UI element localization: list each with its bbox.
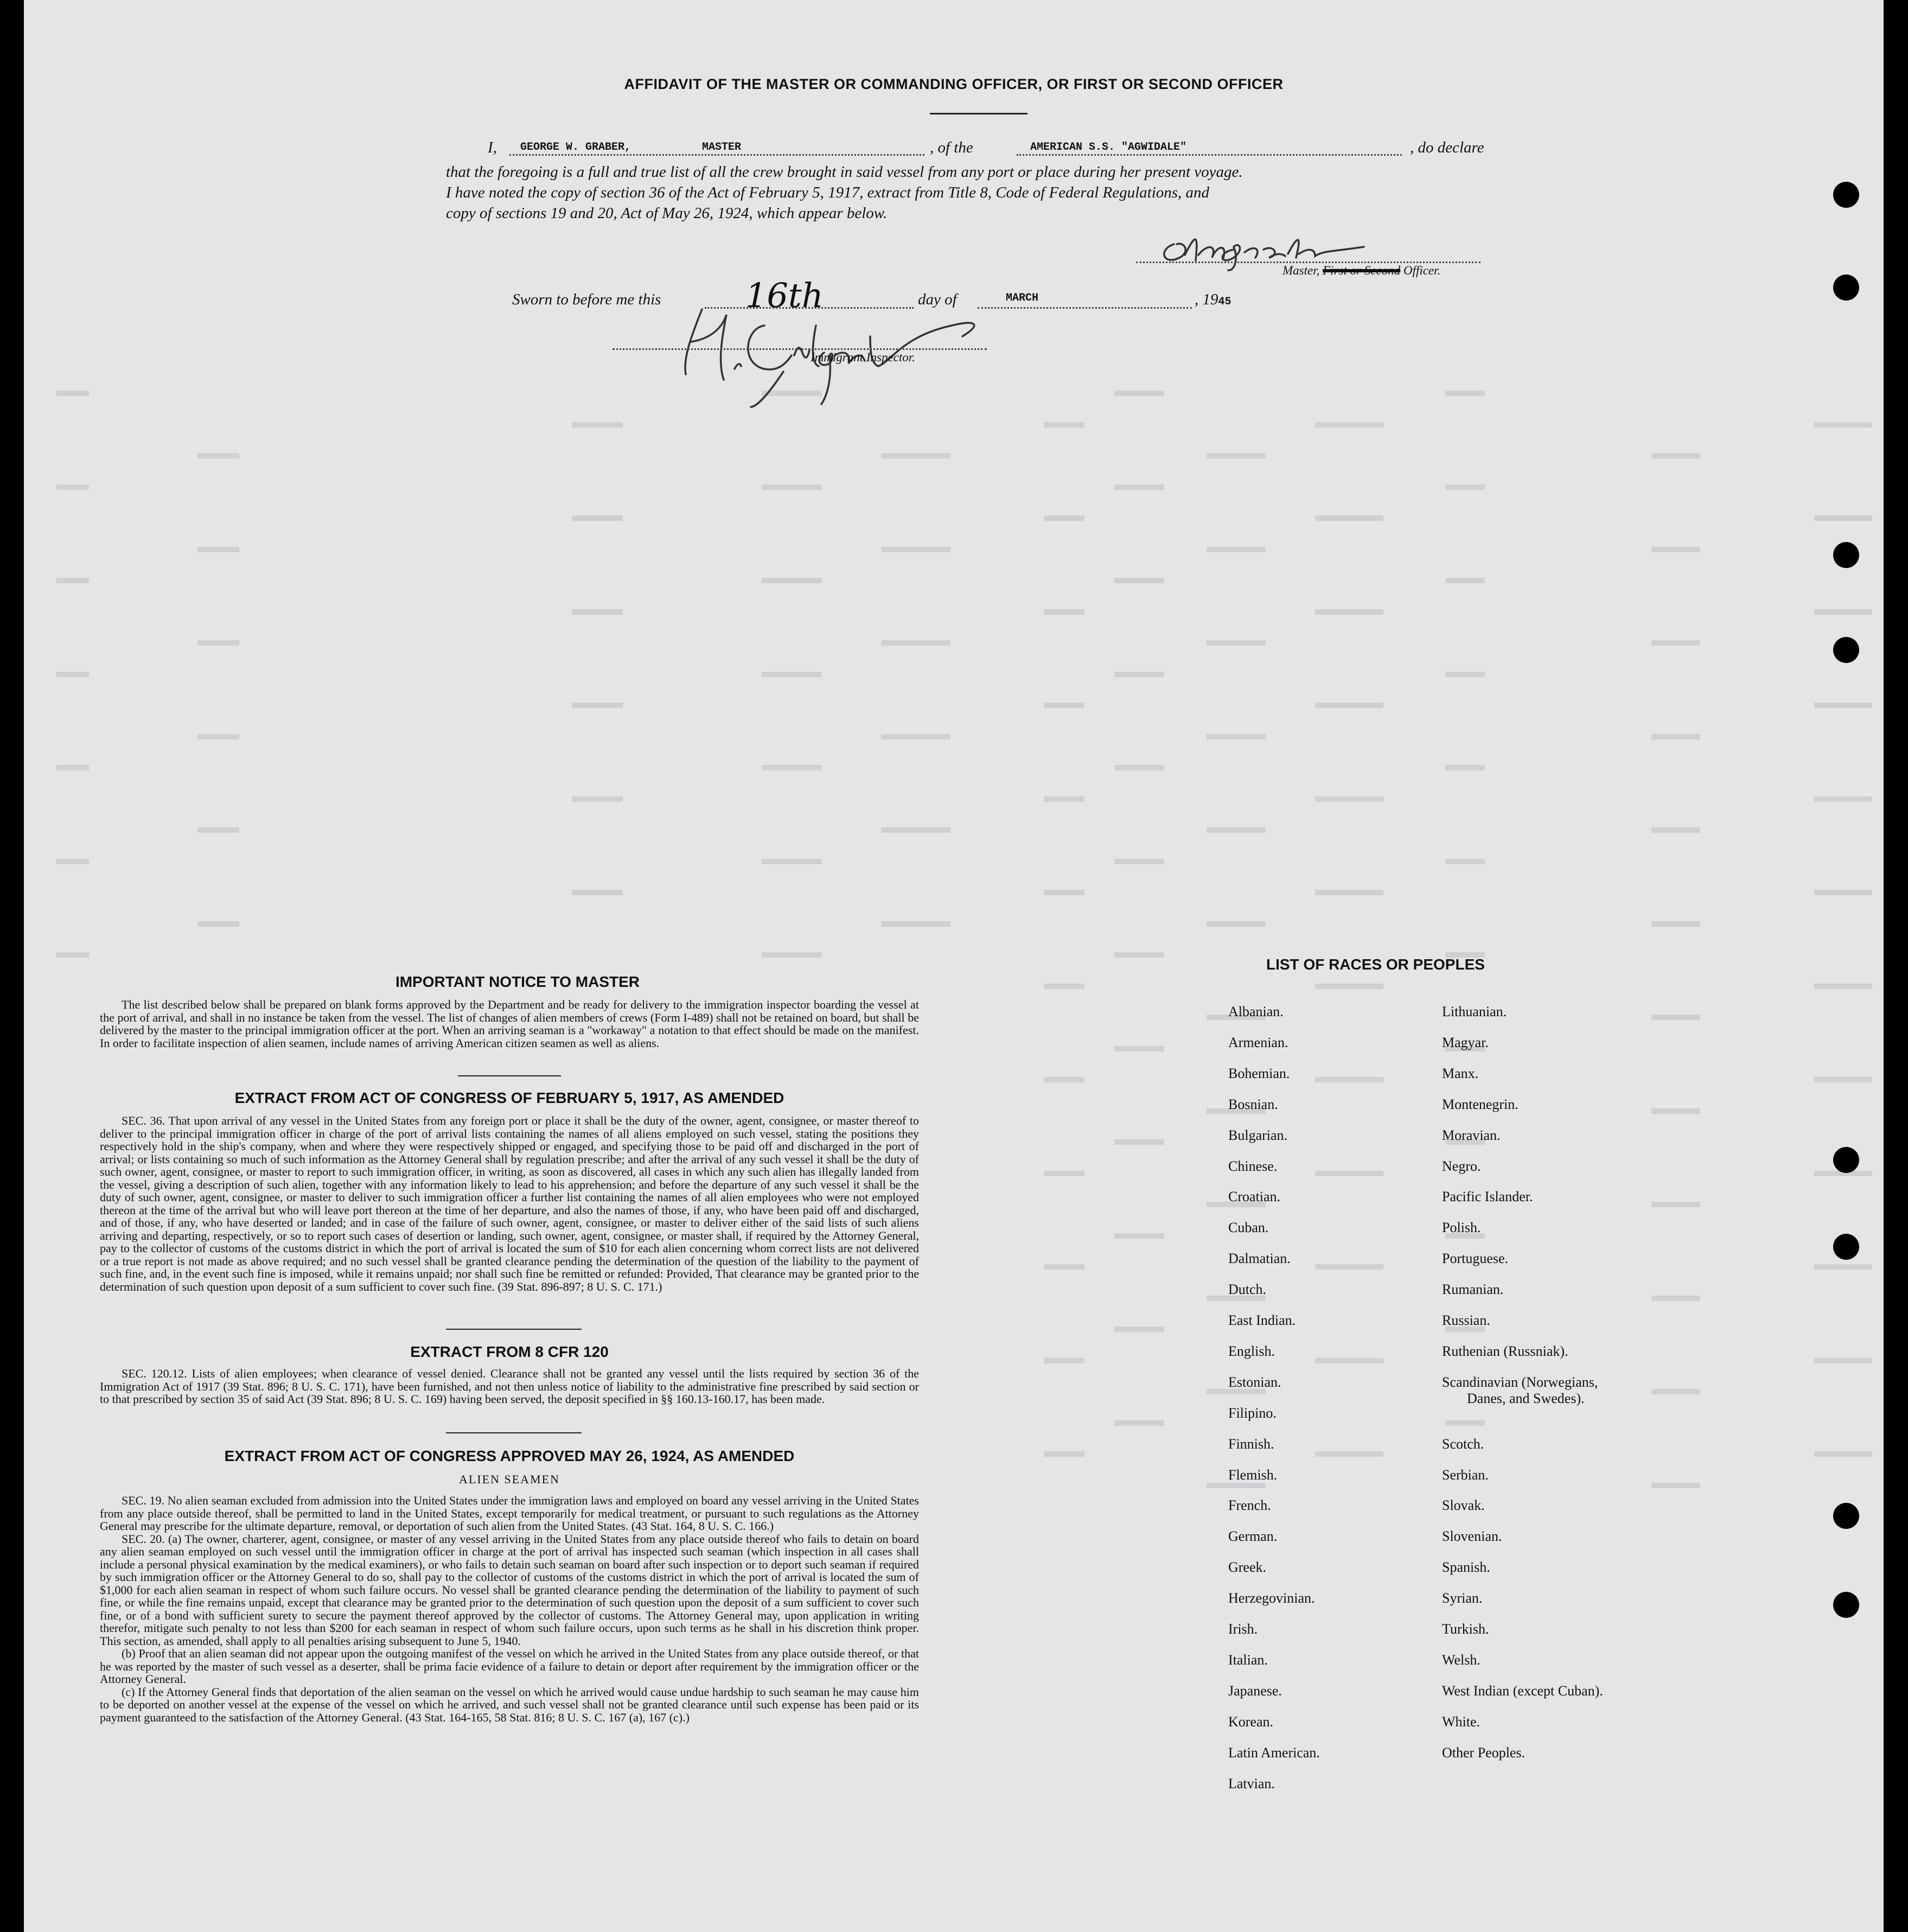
race-item: Korean. bbox=[1228, 1713, 1274, 1730]
bleed-through-mark bbox=[881, 453, 950, 458]
bleed-through-mark bbox=[1651, 1389, 1700, 1394]
race-item: Herzegovinian. bbox=[1228, 1590, 1315, 1606]
bleed-through-mark bbox=[1651, 1202, 1700, 1207]
bleed-through-mark bbox=[1315, 609, 1383, 615]
sec20b-paragraph: (b) Proof that an alien seaman did not appear upon the outgoing manifest of the vessel on which he arrived in the United States from any place outside thereof, or that he was reported by the master of such vessel as a deserter, shall be prima facie evidence of a failure to detain or deport after requirement by the immigration officer or the Attorney General. bbox=[100, 1647, 919, 1686]
bleed-through-mark bbox=[1814, 890, 1872, 895]
bleed-through-mark bbox=[1814, 1264, 1872, 1270]
bleed-through-mark bbox=[762, 578, 822, 583]
extract-cfr-paragraph: SEC. 120.12. Lists of alien employees; when clearance of vessel denied. Clearance shall not be granted any vessel until the lists required by section 36 of the Immigration Act of 1917 (39 Stat. 896; 8 U. S. C. 171), have been furnished, and not then unless notice of liability to the administrative fine prescribed by said section or to that prescribed by section 35 of said Act (39 Stat. 896; 8 U. S. C. 169) having been served, the deposit specified in §§ 160.13-160.17, has been made. bbox=[100, 1367, 919, 1406]
race-item: Other Peoples. bbox=[1442, 1744, 1526, 1761]
bleed-through-mark bbox=[762, 765, 822, 770]
bleed-through-mark bbox=[1651, 734, 1700, 739]
fill-line bbox=[1017, 154, 1402, 156]
section-divider bbox=[446, 1432, 582, 1433]
section-divider bbox=[446, 1329, 582, 1330]
declaration-line-1 bbox=[488, 139, 1508, 157]
master-rank: MASTER bbox=[702, 141, 742, 154]
race-item: Croatian. bbox=[1228, 1189, 1281, 1205]
race-item: Manx. bbox=[1442, 1065, 1479, 1081]
bleed-through-mark bbox=[762, 672, 822, 677]
bleed-through-mark bbox=[197, 453, 239, 458]
bleed-through-mark bbox=[1651, 453, 1700, 458]
bleed-through-mark bbox=[1044, 984, 1084, 989]
master-caption-label: Master, bbox=[1282, 264, 1320, 277]
bleed-through-mark bbox=[1445, 484, 1485, 490]
bleed-through-mark bbox=[1207, 827, 1266, 833]
race-item: Serbian. bbox=[1442, 1466, 1489, 1483]
inspector-caption: Immigrant Inspector. bbox=[811, 350, 915, 364]
race-item: Filipino. bbox=[1228, 1405, 1277, 1421]
bleed-through-mark bbox=[197, 921, 239, 927]
i-prefix: I, bbox=[488, 139, 497, 156]
fill-line bbox=[509, 154, 924, 156]
bleed-through-mark bbox=[1315, 1264, 1383, 1270]
bleed-through-mark bbox=[1814, 984, 1872, 989]
races-title: LIST OF RACES OR PEOPLES bbox=[1266, 956, 1485, 973]
bleed-through-mark bbox=[1207, 1483, 1266, 1488]
sec20a-paragraph: SEC. 20. (a) The owner, charterer, agent, consignee, or master of any vessel arriving in the United States from any place outside thereof who fails to detain on board any alien seaman employed on such vessel until the immigration officer in charge at the port of arrival has inspected such seaman (which inspection in all cases shall include a personal physical examination by the medical examiners), or who fails to detain such seaman on board after such inspection or to deport such seaman if required by such immigration officer or the Attorney General to do so, shall pay to the collector of customs of the customs district in which the port of arrival is located the sum of $1,000 for each alien seaman in respect of whom such failure occurs. No vessel shall be granted clearance pending the determination of the liability to payment of such fine, or while the fine remains unpaid, except that clearance may be granted prior to the determination of such question upon the deposit of a sum sufficient to cover such fine, or of a bond with sufficient surety to secure the payment thereof approved by the collector of customs. The Attorney General may, upon application in writing therefor, mitigate such penalty to not less than $200 for each seaman in respect of whom such failure occurs, upon such terms as he shall in his discretion think proper. This section, as amended, shall apply to all penalties arising subsequent to June 5, 1940. bbox=[100, 1532, 919, 1648]
sec19-paragraph: SEC. 19. No alien seaman excluded from admission into the United States under the immigration laws and employed on board any vessel arriving in the United States from any place outside thereof, shall be permitted to land in the United States, except temporarily for medical treatment, or pursuant to such regulations as the Attorney General may prescribe for the ultimate departure, removal, or deportation of such alien from the United States. (43 Stat. 164, 8 U. S. C. 166.) bbox=[100, 1494, 919, 1533]
race-item: Dalmatian. bbox=[1228, 1251, 1291, 1267]
bleed-through-mark bbox=[1044, 890, 1084, 895]
race-item: Danes, and Swedes). bbox=[1467, 1390, 1585, 1406]
race-item: French. bbox=[1228, 1497, 1271, 1514]
bleed-through-mark bbox=[1044, 1358, 1084, 1363]
bleed-through-mark bbox=[572, 422, 623, 428]
bleed-through-mark bbox=[1814, 796, 1872, 802]
race-item: Lithuanian. bbox=[1442, 1004, 1507, 1019]
notice-title: IMPORTANT NOTICE TO MASTER bbox=[395, 973, 640, 990]
section-divider bbox=[458, 1075, 561, 1076]
race-item: Welsh. bbox=[1442, 1652, 1481, 1668]
extract-cfr-title: EXTRACT FROM 8 CFR 120 bbox=[410, 1343, 609, 1360]
bleed-through-mark bbox=[1814, 1451, 1872, 1457]
bleed-through-mark bbox=[1044, 1451, 1084, 1457]
bleed-through-mark bbox=[881, 547, 950, 552]
bleed-through-mark bbox=[1315, 1077, 1383, 1082]
notice-text bbox=[100, 998, 919, 1049]
year-suffix: 45 bbox=[1218, 296, 1231, 308]
bleed-through-mark bbox=[1114, 952, 1164, 958]
extract-1917-text bbox=[100, 1114, 919, 1293]
bleed-through-mark bbox=[1044, 796, 1084, 802]
bleed-through-mark bbox=[1651, 640, 1700, 646]
bleed-through-mark bbox=[1315, 703, 1383, 708]
race-item: Moravian. bbox=[1442, 1127, 1501, 1143]
bleed-through-mark bbox=[1651, 921, 1700, 927]
vessel-name: AMERICAN S.S. "AGWIDALE" bbox=[1030, 141, 1187, 154]
bleed-through-mark bbox=[1814, 609, 1872, 615]
inspector-signature-line bbox=[612, 348, 987, 350]
race-item: Pacific Islander. bbox=[1442, 1189, 1533, 1205]
race-item: Scotch. bbox=[1442, 1436, 1484, 1452]
race-item: Polish. bbox=[1442, 1220, 1481, 1236]
bleed-through-mark bbox=[1207, 640, 1266, 646]
of-the-label: , of the bbox=[930, 139, 973, 156]
binder-hole bbox=[1833, 1147, 1859, 1173]
declaration-line-3: I have noted the copy of section 36 of the Act of February 5, 1917, extract from Title 8, Code of Federal Regulations, and bbox=[446, 184, 1210, 201]
manifest-sheet bbox=[24, 0, 1884, 1932]
race-item: Latvian. bbox=[1228, 1775, 1275, 1791]
race-item: Irish. bbox=[1228, 1621, 1258, 1637]
binder-hole bbox=[1833, 1234, 1859, 1260]
title-underline bbox=[930, 113, 1028, 114]
race-item: Japanese. bbox=[1228, 1682, 1282, 1699]
bleed-through-mark bbox=[881, 827, 950, 833]
sworn-day: 16th bbox=[745, 276, 824, 315]
race-item: Syrian. bbox=[1442, 1590, 1483, 1606]
race-item: Chinese. bbox=[1228, 1158, 1278, 1174]
bleed-through-mark bbox=[56, 391, 89, 396]
declaration-line-4: copy of sections 19 and 20, Act of May 26, 1924, which appear below. bbox=[446, 205, 888, 222]
extract-1924-text bbox=[100, 1494, 919, 1724]
bleed-through-mark bbox=[1445, 578, 1485, 583]
race-item: Bohemian. bbox=[1228, 1065, 1290, 1081]
bleed-through-mark bbox=[881, 640, 950, 646]
bleed-through-mark bbox=[1207, 547, 1266, 552]
bleed-through-mark bbox=[881, 734, 950, 739]
bleed-through-mark bbox=[1114, 484, 1164, 490]
race-item: Montenegrin. bbox=[1442, 1096, 1518, 1112]
bleed-through-mark bbox=[762, 484, 822, 490]
extract-1917-paragraph: SEC. 36. That upon arrival of any vessel in the United States from any foreign port or place it shall be the duty of the owner, agent, consignee, or master thereof to deliver to the principal immigration officer in charge of the port of arrival lists containing the names of all aliens employed on such vessel, stating the positions they respectively hold in the ship's company, when and where they were respectively shipped or engaged, and specifying those to be paid off and discharged in the port of arrival; or lists containing so much of such information as the Attorney General shall by regulation prescribe; and after the arrival of any such vessel it shall be the duty of such owner, agent, consignee, or master to report to such immigration officer, in writing, as soon as discovered, all cases in which any such alien has illegally landed from the vessel, giving a description of such alien, together with any information likely to lead to his apprehension; and before the departure of any such vessel it shall be the duty of such owner, agent, consignee, or master to deliver to such immigration officer a further list containing the names of all alien employees who were not employed thereon at the time of the arrival but who will leave port thereon at the time of her departure, and also the names of those, if any, who have been paid off and discharged, and of those, if any, who have deserted or landed; and in case of the failure of such owner, agent, consignee, or master to deliver either of the said lists of such aliens arriving and departing, respectively, or so to report such cases of desertion or landing, such owner, agent, consignee, or master shall, if required by the Attorney General, pay to the collector of customs of the customs district in which the port of arrival is located the sum of $10 for each alien concerning whom correct lists are not delivered or a true report is not made as above required; and no such vessel shall be granted clearance pending the determination of the question of the liability to the payment of such fine, and, in the event such fine is imposed, while it remains unpaid; nor shall such fine be remitted or refunded: Provided, That clearance may be granted prior to the determination of such question upon deposit of a sum sufficient to cover such fine. (39 Stat. 896-897; 8 U. S. C. 171.) bbox=[100, 1114, 919, 1293]
race-item: Bulgarian. bbox=[1228, 1127, 1288, 1143]
binder-hole bbox=[1833, 182, 1859, 208]
bleed-through-mark bbox=[881, 921, 950, 927]
race-item: Italian. bbox=[1228, 1652, 1268, 1668]
bleed-through-mark bbox=[572, 609, 623, 615]
bleed-through-mark bbox=[197, 827, 239, 833]
race-item: Russian. bbox=[1442, 1312, 1490, 1328]
race-item: Spanish. bbox=[1442, 1559, 1490, 1576]
bleed-through-mark bbox=[56, 484, 89, 490]
race-item: Latin American. bbox=[1228, 1744, 1320, 1761]
bleed-through-mark bbox=[56, 952, 89, 958]
bleed-through-mark bbox=[1114, 1139, 1164, 1145]
binder-hole bbox=[1833, 1592, 1859, 1618]
bleed-through-mark bbox=[1651, 1108, 1700, 1114]
race-item: Albanian. bbox=[1228, 1004, 1284, 1019]
sworn-prefix: Sworn to before me this bbox=[512, 291, 661, 308]
race-item: Armenian. bbox=[1228, 1034, 1288, 1050]
race-item: Slovenian. bbox=[1442, 1528, 1502, 1545]
bleed-through-mark bbox=[1445, 391, 1485, 396]
bleed-through-mark bbox=[1114, 859, 1164, 864]
master-signature-line bbox=[1136, 262, 1481, 263]
bleed-through-mark bbox=[1315, 1358, 1383, 1363]
master-name: GEORGE W. GRABER, bbox=[520, 141, 631, 154]
officer-caption-label: Officer. bbox=[1403, 264, 1441, 277]
bleed-through-mark bbox=[572, 796, 623, 802]
sec20c-paragraph: (c) If the Attorney General finds that deportation of the alien seaman on the vessel on which he arrived would cause undue hardship to such seaman he may cause him to be deported on another vessel at the expense of the vessel on which he arrived, and such vessel shall not be granted clearance until such expense has been paid or its payment guaranteed to the satisfaction of the Attorney General. (43 Stat. 164-165, 58 Stat. 816; 8 U. S. C. 167 (a), 167 (c).) bbox=[100, 1685, 919, 1724]
extract-cfr-text bbox=[100, 1367, 919, 1406]
race-item: Negro. bbox=[1442, 1158, 1481, 1174]
bleed-through-mark bbox=[1114, 1420, 1164, 1426]
race-item: English. bbox=[1228, 1343, 1275, 1359]
bleed-through-mark bbox=[572, 515, 623, 521]
bleed-through-mark bbox=[1651, 547, 1700, 552]
affidavit-title: AFFIDAVIT OF THE MASTER OR COMMANDING OFFICER, OR FIRST OR SECOND OFFICER bbox=[624, 76, 1284, 92]
bleed-through-mark bbox=[1315, 1171, 1383, 1176]
bleed-through-mark bbox=[1814, 422, 1872, 428]
race-item: Cuban. bbox=[1228, 1220, 1269, 1236]
bleed-through-mark bbox=[1044, 1077, 1084, 1082]
race-item: White. bbox=[1442, 1713, 1481, 1730]
bleed-through-mark bbox=[1651, 1483, 1700, 1488]
bleed-through-mark bbox=[1114, 1233, 1164, 1239]
race-item: Finnish. bbox=[1228, 1436, 1274, 1452]
bleed-through-mark bbox=[1651, 1296, 1700, 1301]
bleed-through-mark bbox=[1114, 765, 1164, 770]
bleed-through-mark bbox=[1044, 515, 1084, 521]
bleed-through-mark bbox=[1814, 1077, 1872, 1082]
race-item: German. bbox=[1228, 1528, 1278, 1545]
race-item: Scandinavian (Norwegians, bbox=[1442, 1374, 1598, 1390]
race-item: West Indian (except Cuban). bbox=[1442, 1682, 1603, 1699]
binder-hole bbox=[1833, 637, 1859, 663]
declaration-line-2: that the foregoing is a full and true list of all the crew brought in said vessel from any port or place during her present voyage. bbox=[446, 163, 1243, 181]
do-declare-label: , do declare bbox=[1410, 139, 1484, 156]
bleed-through-mark bbox=[1445, 765, 1485, 770]
bleed-through-mark bbox=[572, 890, 623, 895]
bleed-through-mark bbox=[1114, 1327, 1164, 1332]
race-item: Greek. bbox=[1228, 1559, 1267, 1576]
race-item: Portuguese. bbox=[1442, 1251, 1509, 1267]
day-of-label: day of bbox=[918, 291, 957, 308]
bleed-through-mark bbox=[56, 859, 89, 864]
bleed-through-mark bbox=[1044, 609, 1084, 615]
bleed-through-mark bbox=[1044, 422, 1084, 428]
bleed-through-mark bbox=[197, 734, 239, 739]
master-caption bbox=[1282, 264, 1440, 278]
race-item: Bosnian. bbox=[1228, 1096, 1278, 1112]
bleed-through-mark bbox=[1207, 734, 1266, 739]
bleed-through-mark bbox=[1651, 1015, 1700, 1020]
bleed-through-mark bbox=[56, 672, 89, 677]
bleed-through-mark bbox=[1114, 672, 1164, 677]
race-item: Dutch. bbox=[1228, 1281, 1267, 1298]
bleed-through-mark bbox=[1445, 859, 1485, 864]
bleed-through-mark bbox=[1044, 1264, 1084, 1270]
year-prefix: , 19 bbox=[1195, 291, 1218, 308]
binder-hole bbox=[1833, 275, 1859, 301]
year-label bbox=[1195, 291, 1231, 309]
bleed-through-mark bbox=[1207, 921, 1266, 927]
extract-1917-title: EXTRACT FROM ACT OF CONGRESS OF FEBRUARY 5, 1917, AS AMENDED bbox=[234, 1089, 784, 1106]
binder-hole bbox=[1833, 542, 1859, 568]
bleed-through-mark bbox=[1814, 703, 1872, 708]
bleed-through-mark bbox=[1445, 1420, 1485, 1426]
bleed-through-mark bbox=[1044, 703, 1084, 708]
bleed-through-mark bbox=[572, 703, 623, 708]
extract-1924-subtitle: ALIEN SEAMEN bbox=[459, 1472, 560, 1486]
bleed-through-mark bbox=[1315, 890, 1383, 895]
bleed-through-mark bbox=[1651, 827, 1700, 833]
bleed-through-mark bbox=[1207, 453, 1266, 458]
bleed-through-mark bbox=[1814, 1358, 1872, 1363]
notice-paragraph: The list described below shall be prepared on blank forms approved by the Department and be ready for delivery to the immigration inspector boarding the vessel at the port of arrival, and shall in no instance be taken from the vessel. The list of changes of alien members of crews (Form I-489) shall not be retained on board, but shall be delivered by the master to the principal immigration officer at the port. When an arriving seaman is a "workaway" a notation to that effect should be made on the manifest. In order to facilitate inspection of alien seamen, include names of arriving American citizen seamen as well as aliens. bbox=[100, 998, 919, 1050]
bleed-through-mark bbox=[1315, 515, 1383, 521]
bleed-through-mark bbox=[762, 952, 822, 958]
sworn-month: MARCH bbox=[1006, 292, 1039, 304]
bleed-through-mark bbox=[56, 578, 89, 583]
race-item: Estonian. bbox=[1228, 1374, 1281, 1390]
bleed-through-mark bbox=[1114, 1046, 1164, 1051]
bleed-through-mark bbox=[197, 547, 239, 552]
bleed-through-mark bbox=[1044, 1171, 1084, 1176]
race-item: Rumanian. bbox=[1442, 1281, 1504, 1298]
bleed-through-mark bbox=[1315, 1451, 1383, 1457]
race-item: Slovak. bbox=[1442, 1497, 1485, 1514]
race-item: Turkish. bbox=[1442, 1621, 1489, 1637]
bleed-through-mark bbox=[1445, 672, 1485, 677]
race-item: Ruthenian (Russniak). bbox=[1442, 1343, 1568, 1359]
bleed-through-mark bbox=[1114, 391, 1164, 396]
bleed-through-mark bbox=[1315, 796, 1383, 802]
struck-text: First or Second bbox=[1323, 264, 1401, 277]
bleed-through-mark bbox=[1315, 422, 1383, 428]
race-item: Magyar. bbox=[1442, 1034, 1489, 1050]
bleed-through-mark bbox=[1814, 515, 1872, 521]
bleed-through-mark bbox=[197, 640, 239, 646]
bleed-through-mark bbox=[1114, 578, 1164, 583]
binder-hole bbox=[1833, 1503, 1859, 1529]
extract-1924-title: EXTRACT FROM ACT OF CONGRESS APPROVED MAY 26, 1924, AS AMENDED bbox=[224, 1448, 795, 1464]
race-item: Flemish. bbox=[1228, 1466, 1278, 1483]
bleed-through-mark bbox=[762, 859, 822, 864]
bleed-through-mark bbox=[1315, 984, 1383, 989]
bleed-through-mark bbox=[56, 765, 89, 770]
race-item: East Indian. bbox=[1228, 1312, 1296, 1328]
